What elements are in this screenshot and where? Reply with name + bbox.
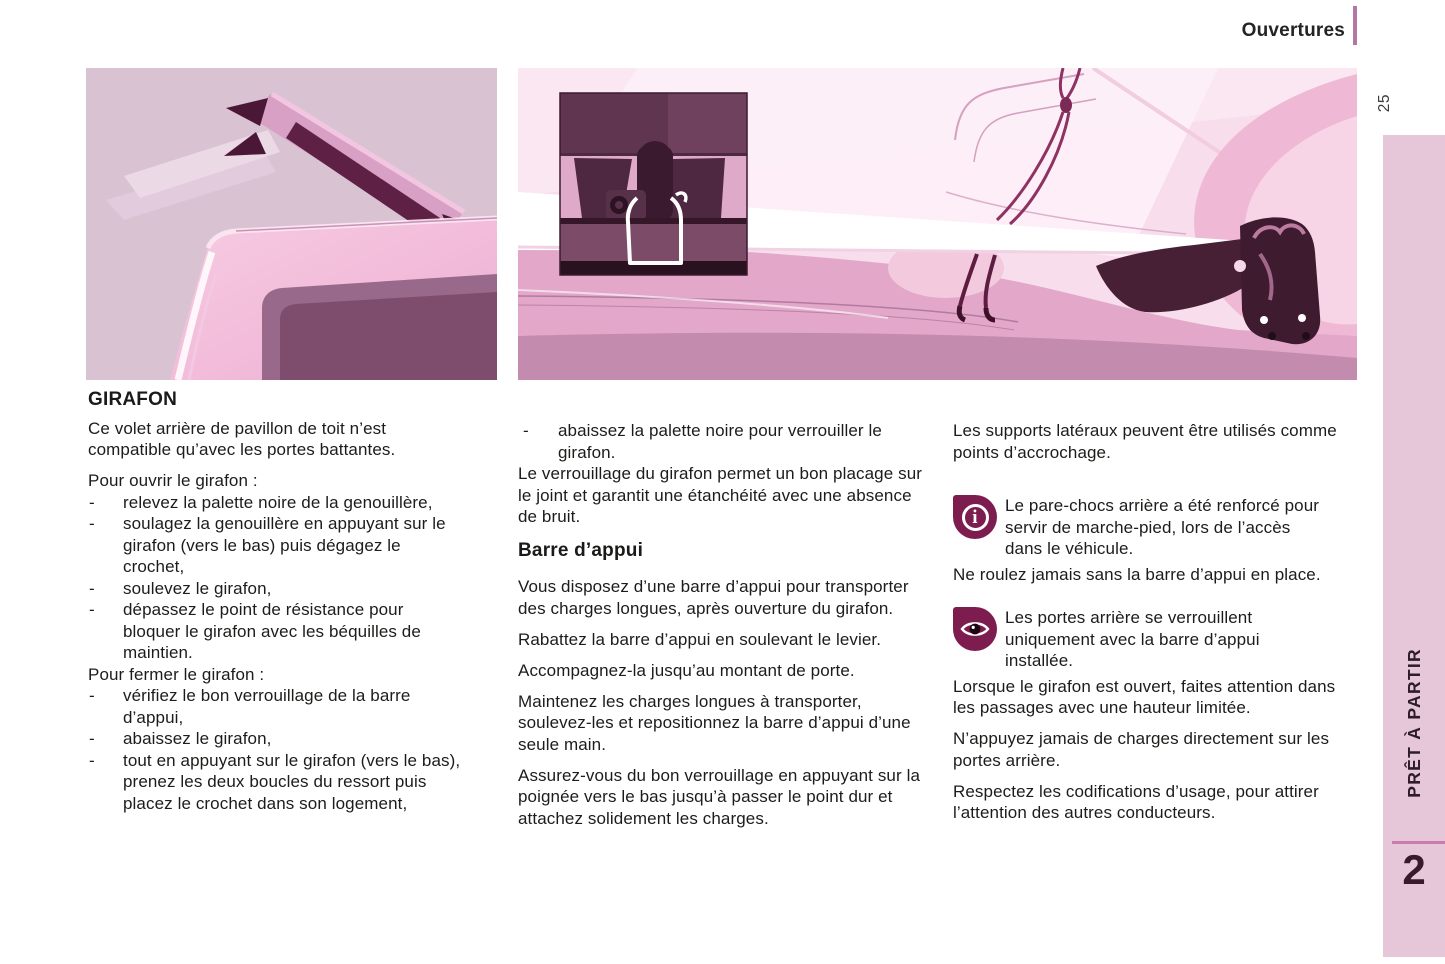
close-label: Pour fermer le girafon : xyxy=(88,664,265,684)
list-item: - vérifiez le bon verrouillage de la barre d’appui, xyxy=(88,685,462,728)
info-icon xyxy=(953,495,997,539)
chapter-sidebar-band xyxy=(1383,135,1445,957)
barre-appui-illustration xyxy=(518,68,1357,380)
header-accent-rule xyxy=(1353,6,1357,45)
barre-para-4: Maintenez les charges longues à transporter, soulevez-les et repositionnez la barre d’appui d’une seule main. xyxy=(518,691,911,754)
lock-detail-inset xyxy=(560,93,747,275)
list-item: - tout en appuyant sur le girafon (vers le bas), prenez les deux boucles du ressort puis placez le crochet dans son logement, xyxy=(88,750,462,815)
list-item: - soulagez la genouillère en appuyant sur le girafon (vers le bas) puis dégagez le crochet, xyxy=(88,513,462,578)
open-steps-list xyxy=(88,492,462,664)
eye-icon-glyph xyxy=(960,619,990,639)
page-number xyxy=(1376,94,1394,117)
chapter-title: PRÊT À PARTIR xyxy=(1403,648,1424,798)
lock-steps-list xyxy=(518,420,928,463)
chapter-title-box xyxy=(1383,617,1445,829)
list-item: - abaissez le girafon, xyxy=(88,728,462,750)
lorsque-para: Lorsque le girafon est ouvert, faites attention dans les passages avec une hauteur limitée. xyxy=(953,676,1336,717)
info-icon-glyph: i xyxy=(962,504,989,531)
info-note xyxy=(953,495,1349,560)
close-steps-list xyxy=(88,685,462,814)
page-title: Ouvertures xyxy=(1241,20,1345,41)
supports-para: Les supports latéraux peuvent être utilisés comme points d’accrochage. xyxy=(953,421,1337,462)
barre-para-1: Vous disposez d’une barre d’appui pour transporter des charges longues, après ouverture du girafon. xyxy=(518,577,909,618)
list-item: - soulevez le girafon, xyxy=(88,578,462,600)
barre-para-3: Accompagnez-la jusqu’au montant de porte. xyxy=(518,660,855,680)
ne-roulez-para: Ne roulez jamais sans la barre d’appui en place. xyxy=(953,564,1321,584)
barre-para-2: Rabattez la barre d’appui en soulevant le levier. xyxy=(518,629,882,649)
list-item: - abaissez la palette noire pour verrouiller le girafon. xyxy=(518,420,928,463)
barre-para-5: Assurez-vous du bon verrouillage en appuyant sur la poignée vers le bas jusqu’à passer le point dur et attachez solidement les charges. xyxy=(518,765,921,828)
eye-icon xyxy=(953,607,997,651)
info-note-text: Le pare-chocs arrière a été renforcé pour servir de marche-pied, lors de l’accès dans le véhicule. xyxy=(1005,496,1320,558)
list-item: - dépassez le point de résistance pour bloquer le girafon avec les béquilles de maintien. xyxy=(88,599,462,664)
barre-appui-heading: Barre d’appui xyxy=(518,539,644,561)
column-barre-appui xyxy=(518,420,928,839)
chapter-number: 2 xyxy=(1402,846,1426,893)
girafon-intro: Ce volet arrière de pavillon de toit n’est compatible qu’avec les portes battantes. xyxy=(88,418,396,459)
column-girafon xyxy=(88,389,462,814)
eye-note xyxy=(953,607,1349,672)
girafon-heading: GIRAFON xyxy=(88,389,178,410)
nappuyez-para: N’appuyez jamais de charges directement sur les portes arrière. xyxy=(953,729,1330,770)
girafon-illustration-svg xyxy=(86,68,497,380)
eye-note-text: Les portes arrière se verrouillent uniquement avec la barre d’appui installée. xyxy=(1005,608,1260,670)
chapter-divider xyxy=(1392,841,1445,844)
respectez-para: Respectez les codifications d’usage, pour attirer l’attention des autres conducteurs. xyxy=(953,781,1319,822)
girafon-illustration xyxy=(86,68,497,380)
rear-window xyxy=(262,274,497,380)
column-notes xyxy=(953,420,1349,833)
barre-appui-illustration-svg xyxy=(518,68,1357,380)
page-number-text: 25 xyxy=(1376,94,1393,113)
verrouillage-para: Le verrouillage du girafon permet un bon placage sur le joint et garantit une étanchéité avec une absence de bruit. xyxy=(518,464,923,526)
open-label: Pour ouvrir le girafon : xyxy=(88,471,258,490)
list-item: - relevez la palette noire de la genouillère, xyxy=(88,492,462,514)
